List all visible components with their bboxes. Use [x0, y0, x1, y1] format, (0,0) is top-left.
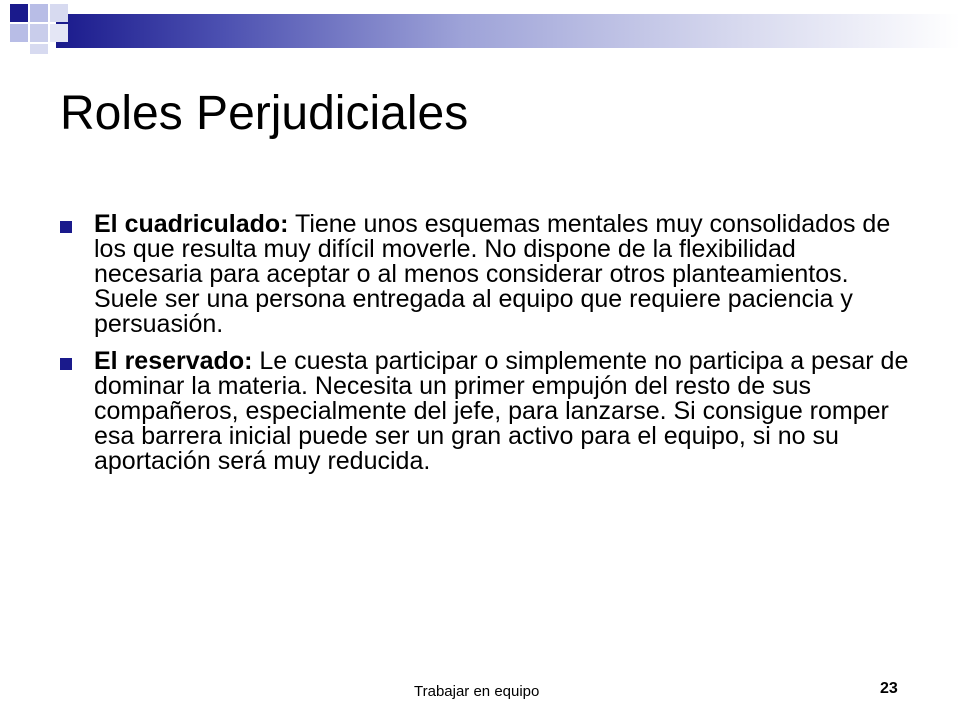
deco-square [50, 4, 68, 22]
footer-text: Trabajar en equipo [414, 683, 540, 700]
deco-square [10, 4, 28, 22]
square-bullet-icon [60, 221, 72, 233]
bullet-text: Tiene unos esquemas mentales muy consolidados de los que resulta muy difícil moverle. No dispone de la flexibilidad necesaria para aceptar o al menos considerar otros planteamientos. Suele ser una persona entregada al equipo que requiere paciencia y persuasión. [94, 210, 891, 338]
deco-square [50, 24, 68, 42]
bullet-list [60, 212, 910, 486]
bullet-term: El cuadriculado: [94, 210, 289, 238]
page-number: 23 [880, 680, 898, 697]
slide-title: Roles Perjudiciales [60, 87, 469, 140]
bullet-item-reservado [60, 349, 910, 474]
deco-square [30, 4, 48, 22]
header-gradient-bar [56, 14, 960, 48]
square-bullet-icon [60, 358, 72, 370]
bullet-item-cuadriculado [60, 212, 910, 337]
deco-square [30, 24, 48, 42]
header-square-decoration [0, 0, 80, 56]
deco-square [10, 24, 28, 42]
bullet-text: Le cuesta participar o simplemente no participa a pesar de dominar la materia. Necesita un primer empujón del resto de sus compañeros, especialmente del jefe, para lanzarse. Si consigue romper esa barrera inicial puede ser un gran activo para el equipo, si no su aportación será muy reducida. [94, 347, 909, 475]
deco-square [30, 44, 48, 54]
bullet-term: El reservado: [94, 347, 253, 375]
